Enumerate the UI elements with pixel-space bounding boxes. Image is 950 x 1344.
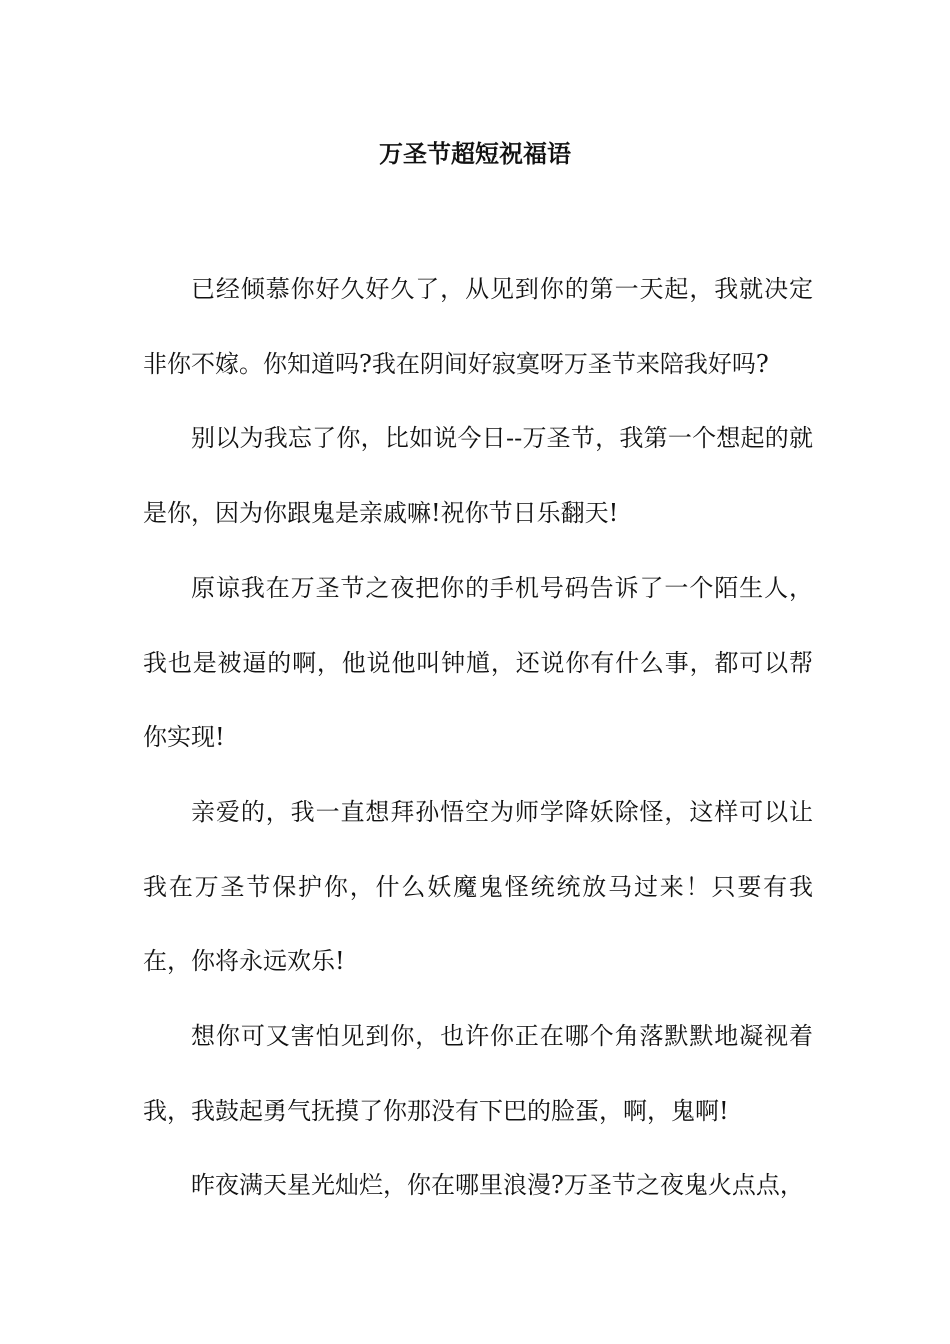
document-title: 万圣节超短祝福语	[379, 139, 571, 168]
paragraph: 原谅我在万圣节之夜把你的手机号码告诉了一个陌生人，我也是被逼的啊，他说他叫钟馗，还说你有什么事，都可以帮你实现!	[143, 573, 813, 752]
paragraph: 亲爱的，我一直想拜孙悟空为师学降妖除怪，这样可以让我在万圣节保护你，什么妖魔鬼怪统统放马过来！只要有我在，你将永远欢乐!	[143, 797, 813, 976]
paragraph: 别以为我忘了你，比如说今日--万圣节，我第一个想起的就是你，因为你跟鬼是亲戚嘛!祝你节日乐翻天!	[143, 424, 813, 528]
paragraph: 昨夜满天星光灿烂，你在哪里浪漫?万圣节之夜鬼火点点，	[191, 1171, 804, 1200]
document-body	[143, 252, 813, 1223]
paragraph: 已经倾慕你好久好久了，从见到你的第一天起，我就决定非你不嫁。你知道吗?我在阴间好寂寞呀万圣节来陪我好吗?	[143, 275, 813, 378]
paragraph: 想你可又害怕见到你，也许你正在哪个角落默默地凝视着我，我鼓起勇气抚摸了你那没有下巴的脸蛋，啊，鬼啊!	[143, 1022, 813, 1125]
